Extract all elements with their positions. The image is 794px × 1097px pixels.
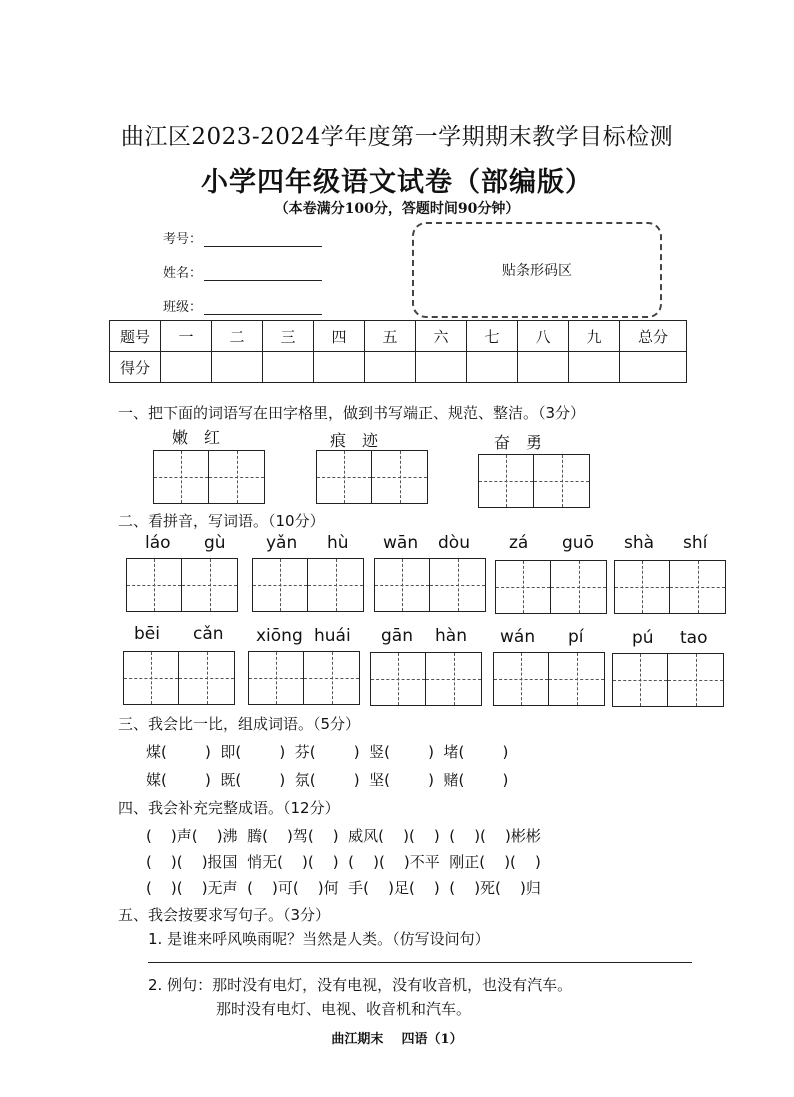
- pinyin-label: shà: [624, 533, 655, 553]
- section4-title: 四、我会补充完整成语。（12分）: [118, 799, 340, 817]
- score-input-cell[interactable]: [263, 352, 314, 383]
- section3-row[interactable]: 煤( ) 即( ) 芬( ) 竖( ) 堵( ): [146, 743, 509, 761]
- pinyin-label: gù: [204, 533, 226, 553]
- score-header-cell: 六: [416, 321, 467, 352]
- score-input-cell[interactable]: [518, 352, 569, 383]
- name-field[interactable]: [163, 262, 322, 281]
- score-table-score-row: [110, 352, 687, 383]
- pinyin-label: huái: [314, 626, 351, 646]
- pinyin-label: wán: [500, 627, 536, 647]
- pinyin-label: cǎn: [193, 624, 224, 644]
- barcode-label: 贴条形码区: [502, 263, 572, 279]
- section5-title: 五、我会按要求写句子。（3分）: [118, 906, 331, 924]
- exam-no-field[interactable]: [163, 228, 322, 247]
- section3-row[interactable]: 媒( ) 既( ) 氛( ) 坚( ) 赌( ): [146, 771, 509, 789]
- answer-line[interactable]: [148, 962, 692, 963]
- tianzi-grid[interactable]: [614, 560, 726, 614]
- score-input-cell[interactable]: [416, 352, 467, 383]
- section4-row[interactable]: ( )( )无声 ( )可( )何 手( )足( ) ( )死( )归: [146, 879, 541, 897]
- tianzi-grid[interactable]: [252, 558, 364, 612]
- score-input-cell[interactable]: [620, 352, 687, 383]
- barcode-area: [412, 222, 662, 318]
- section1-word: 奋勇: [494, 433, 559, 452]
- score-header-cell: 八: [518, 321, 569, 352]
- score-header-cell: 四: [314, 321, 365, 352]
- tianzi-grid[interactable]: [316, 450, 428, 504]
- pinyin-label: zá: [509, 533, 529, 553]
- tianzi-grid[interactable]: [248, 651, 360, 705]
- page-footer: 曲江期末 四语（1）: [331, 1032, 463, 1047]
- section1-title: 一、把下面的词语写在田字格里，做到书写端正、规范、整洁。（3分）: [118, 404, 586, 422]
- section4-row[interactable]: ( )( )报国 悄无( )( ) ( )( )不平 刚正( )( ): [146, 853, 541, 871]
- class-label: 班级：: [163, 300, 203, 315]
- tianzi-grid[interactable]: [153, 450, 265, 504]
- tianzi-grid[interactable]: [493, 652, 605, 706]
- score-header-cell: 九: [569, 321, 620, 352]
- score-input-cell[interactable]: [467, 352, 518, 383]
- section5-example-2: 那时没有电灯、电视、收音机和汽车。: [216, 1000, 472, 1018]
- score-header-cell: 一: [161, 321, 212, 352]
- score-input-cell[interactable]: [569, 352, 620, 383]
- score-table-header-row: [110, 321, 687, 352]
- section2-title: 二、看拼音，写词语。（10分）: [118, 512, 325, 530]
- pinyin-label: láo: [145, 533, 171, 553]
- section5-question-2: 2. 例句：那时没有电灯，没有电视，没有收音机，也没有汽车。: [148, 976, 573, 994]
- score-input-cell[interactable]: [314, 352, 365, 383]
- section1-word: 嫩红: [172, 428, 237, 447]
- score-header-cell: 七: [467, 321, 518, 352]
- score-table: [109, 320, 687, 383]
- exam-title-line2: 小学四年级语文试卷（部编版）: [201, 167, 593, 198]
- score-header-cell: 五: [365, 321, 416, 352]
- section5-question-1: 1. 是谁来呼风唤雨呢？当然是人类。（仿写设问句）: [148, 930, 490, 948]
- pinyin-label: pí: [568, 627, 584, 647]
- score-row-label: 得分: [110, 352, 161, 383]
- class-field[interactable]: [163, 296, 322, 315]
- pinyin-label: guō: [562, 533, 594, 553]
- pinyin-label: yǎn: [266, 533, 298, 553]
- score-input-cell[interactable]: [161, 352, 212, 383]
- exam-no-label: 考号：: [163, 232, 203, 247]
- score-header-cell: 三: [263, 321, 314, 352]
- section1-word: 痕迹: [330, 431, 395, 450]
- tianzi-grid[interactable]: [126, 558, 238, 612]
- name-label: 姓名：: [163, 266, 203, 281]
- section3-title: 三、我会比一比，组成词语。（5分）: [118, 715, 361, 733]
- pinyin-label: wān: [383, 533, 419, 553]
- pinyin-label: dòu: [438, 533, 470, 553]
- score-header-cell: 题号: [110, 321, 161, 352]
- pinyin-label: hù: [327, 533, 349, 553]
- section4-row[interactable]: ( )声( )沸 腾( )驾( ) 威风( )( ) ( )( )彬彬: [146, 827, 541, 845]
- pinyin-label: pú: [632, 628, 654, 648]
- score-input-cell[interactable]: [212, 352, 263, 383]
- tianzi-grid[interactable]: [612, 653, 724, 707]
- tianzi-grid[interactable]: [123, 651, 235, 705]
- pinyin-label: shí: [683, 533, 708, 553]
- score-header-cell: 总分: [620, 321, 687, 352]
- exam-title-line1: 曲江区2023-2024学年度第一学期期末教学目标检测: [120, 124, 674, 150]
- pinyin-label: bēi: [134, 624, 160, 644]
- tianzi-grid[interactable]: [370, 652, 482, 706]
- tianzi-grid[interactable]: [478, 454, 590, 508]
- pinyin-label: gān: [381, 626, 413, 646]
- score-input-cell[interactable]: [365, 352, 416, 383]
- tianzi-grid[interactable]: [495, 560, 607, 614]
- pinyin-label: hàn: [435, 626, 467, 646]
- score-header-cell: 二: [212, 321, 263, 352]
- tianzi-grid[interactable]: [374, 558, 486, 612]
- exam-subtitle: （本卷满分100分，答题时间90分钟）: [274, 201, 520, 217]
- pinyin-label: tao: [680, 628, 708, 648]
- pinyin-label: xiōng: [256, 626, 303, 646]
